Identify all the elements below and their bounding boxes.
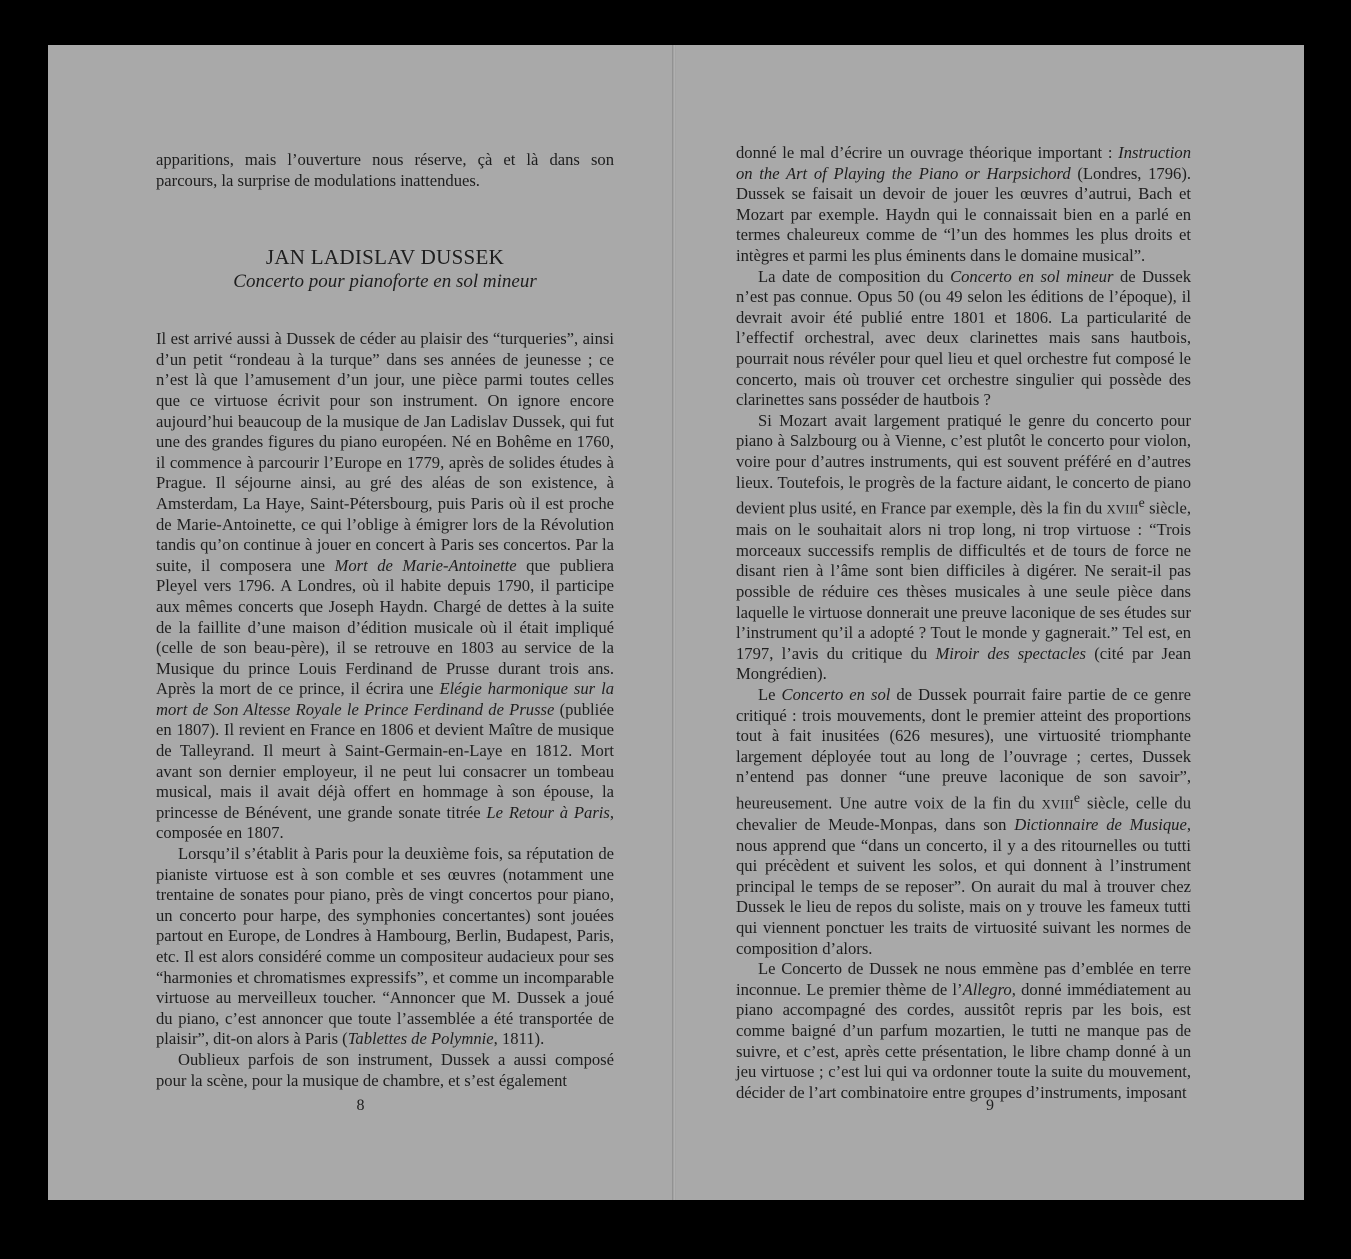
text-run: , composée en 1807. — [156, 802, 614, 843]
italic-title: Allegro — [962, 979, 1012, 999]
text-run: La date de composition du — [758, 266, 951, 286]
work-subtitle: Concerto pour pianoforte en sol mineur — [233, 271, 537, 293]
italic-title: Tablettes de Polymnie — [347, 1029, 494, 1049]
text-run: , 1811). — [493, 1029, 545, 1049]
century-smallcaps: XVIII — [1106, 502, 1139, 517]
left-lead-paragraph — [156, 45, 614, 191]
text-run: Il est arrivé aussi à Dussek de céder au plaisir des “turqueries”, ainsi d’un petit “rondeau à la turque” dans ses années de jeunesse ; ce n’est là que l’amusement d’un jour, une pièce parmi toutes celles que ce virtuose écrivit pour son instrument. On ignore encore aujourd’hui beaucoup de la musique de Jan Ladislav Dussek, qui fut une des grandes figures du piano européen. Né en Bohême en 1760, il commence à parcourir l’Europe en 1779, après de solides études à Prague. Il séjourne ainsi, au gré des aléas de son existence, à Amsterdam, La Haye, Saint-Pétersbourg, puis Paris où il est proche de Marie-Antoinette, ce qui l’oblige à émigrer lors de la Révolution tandis qu’on continue à jouer en concert à Paris ses concertos. Par la suite, il composera une — [156, 329, 614, 575]
italic-title: Mort de Marie-Antoinette — [334, 555, 517, 575]
paragraph-2 — [156, 844, 614, 1050]
right-article-body — [736, 45, 1191, 1103]
page-number: 9 — [986, 1097, 994, 1114]
lead-text: apparitions, mais l’ouverture nous réserve, çà et là dans son parcours, la surprise de modulations inattendues. — [156, 150, 614, 190]
text-run: que publiera Pleyel vers 1796. A Londres, où il habite depuis 1790, il participe aux mêmes concerts que Joseph Haydn. Chargé de dettes à la suite de la faillite d’une maison d’édition musicale où il était impliqué (celle de son beau-père), il se retrouve en 1803 au service de la Musique du prince Louis Ferdinand de Prusse durant trois ans. Après la mort de ce prince, il écrira une — [156, 555, 614, 699]
paragraph-3: Oublieux parfois de son instrument, Dussek a aussi composé pour la scène, pour la musique de chambre, et s’est également — [156, 1049, 614, 1090]
italic-title: Le Retour à Paris — [486, 802, 610, 822]
paragraph-2 — [736, 267, 1191, 411]
right-page — [676, 45, 1304, 1200]
italic-title: Instruction on the Art of Playing the Piano or Harpsichord — [736, 143, 1191, 183]
text-run: de Dussek n’est pas connue. Opus 50 (ou 49 selon les éditions de l’époque), il devrait avoir été publié entre 1801 et 1806. La particularité de l’effectif orchestral, avec deux clarinettes mais sans hautbois, pourrait nous révéler pour quel lieu et quel orchestre fut composé le concerto, mais où trouver cet orchestre singulier qui possède des clarinettes sans posséder de hautbois ? — [736, 266, 1191, 410]
text-run: (cité par Jean Mongrédien). — [736, 643, 1191, 684]
paragraph-5 — [736, 959, 1191, 1103]
superscript: e — [1073, 789, 1080, 805]
text-run: , donné immédiatement au piano accompagné des cordes, aussitôt repris par les bois, est comme baigné d’un parfum mozartien, le tutti ne manque pas de suivre, et c’est, après cette présentation, le libre champ donné à un jeu virtuose ; c’est lui qui va ordonner toute la suite du mouvement, décider de l’art combinatoire entre groupes d’instruments, imposant — [736, 979, 1191, 1102]
italic-title: Concerto en sol — [781, 684, 891, 704]
text-run: Lorsqu’il s’établit à Paris pour la deuxième fois, sa réputation de pianiste virtuose est à son comble et ses œuvres (notamment une trentaine de sonates pour piano, près de vingt concertos pour piano, un concerto pour harpe, des symphonies concertantes) sont jouées partout en Europe, de Londres à Hambourg, Berlin, Budapest, Paris, etc. Il est alors considéré comme un compositeur audacieux pour ses “harmonies et chromatismes expressifs”, et comme un incomparable virtuose au merveilleux toucher. “Annoncer que M. Dussek a joué du piano, c’est annoncer que toute l’assemblée a été transportée de plaisir”, dit-on alors à Paris ( — [156, 844, 614, 1049]
left-page — [48, 45, 673, 1200]
text-run: donné le mal d’écrire un ouvrage théorique important : — [736, 143, 1119, 162]
right-text-column — [736, 45, 1191, 1103]
text-run: Le — [758, 684, 782, 704]
page-number: 8 — [356, 1097, 365, 1114]
paragraph-1 — [156, 329, 614, 844]
composer-title: JAN LADISLAV DUSSEK — [265, 245, 505, 270]
text-run: siècle, mais on le souhaitait alors ni trop long, ni trop virtuose : “Trois morceaux successifs remplis de difficultés et de tours de force ne disant rien à l’âme sont bien difficiles à digérer. Ne serait-il pas possible de réduire ces thèses musicales à une seule pièce dans laquelle le virtuose donnerait une preuve laconique de ses études sur l’instrument qu’il a adopté ? Tout le monde y gagnerait.” Tel est, en 1797, l’avis du critique du — [736, 498, 1191, 663]
left-text-column — [156, 45, 614, 1091]
text-run: siècle, celle du chevalier de Meude-Monpas, dans son — [736, 793, 1191, 835]
italic-title: Dictionnaire de Musique — [1014, 815, 1187, 835]
century-smallcaps: XVIII — [1041, 797, 1074, 812]
left-article-body — [156, 329, 614, 1091]
paragraph-4 — [736, 685, 1191, 959]
paragraph-1 — [736, 143, 1191, 267]
italic-title: Miroir des spectacles — [935, 643, 1086, 663]
italic-title: Concerto en sol mineur — [950, 266, 1114, 286]
text-run: Le Concerto de Dussek ne nous emmène pas d’emblée en terre inconnue. Le premier thème de l’ — [736, 959, 1191, 999]
text-run: , nous apprend que “dans un concerto, il y a des ritournelles ou tutti qui précèdent et suivent les solos, et qui donnent à l’instrument principal le temps de se reposer”. On aurait du mal à trouver chez Dussek le lieu de repos du soliste, mais on y trouve les fameux tutti qui viennent ponctuer les traits de virtuosité suivant les normes de composition d’alors. — [736, 815, 1191, 958]
text-run: Si Mozart avait largement pratiqué le genre du concerto pour piano à Salzbourg ou à Vienne, c’est plutôt le concerto pour violon, voire pour d’autres instruments, qui est souvent préféré en d’autres lieux. Toutefois, le progrès de la facture aidant, le concerto de piano devient plus usité, en France par exemple, dès la fin du — [736, 410, 1191, 518]
superscript: e — [1138, 495, 1145, 511]
italic-title: Elégie harmonique sur la mort de Son Altesse Royale le Prince Ferdinand de Prusse — [156, 679, 614, 719]
paragraph-3 — [736, 411, 1191, 685]
text-run: de Dussek pourrait faire partie de ce genre critiqué : trois mouvements, dont le premier atteint des proportions tout à fait inusitées (626 mesures), une virtuosité triomphante largement déployée tout au long de l’ouvrage ; certes, Dussek n’entend pas donner “une preuve laconique de son savoir”, heureusement. Une autre voix de la fin du — [736, 684, 1191, 813]
text-run: (Londres, 1796). Dussek se faisait un devoir de jouer les œuvres d’autrui, Bach et Mozart par exemple. Haydn qui le connaissait bien en a parlé en termes chaleureux comme de “l’un des hommes les plus droits et intègres et parmi les plus éminents dans le domaine musical”. — [736, 163, 1191, 265]
text-run: (publiée en 1807). Il revient en France en 1806 et devient Maître de musique de Talleyrand. Il meurt à Saint-Germain-en-Laye en 1812. Mort avant son dernier employeur, il ne peut lui consacrer un tombeau musical, mais il avait déjà offert en hommage à son épouse, la princesse de Bénévent, une grande sonate titrée — [156, 699, 614, 822]
article-heading — [156, 244, 614, 294]
